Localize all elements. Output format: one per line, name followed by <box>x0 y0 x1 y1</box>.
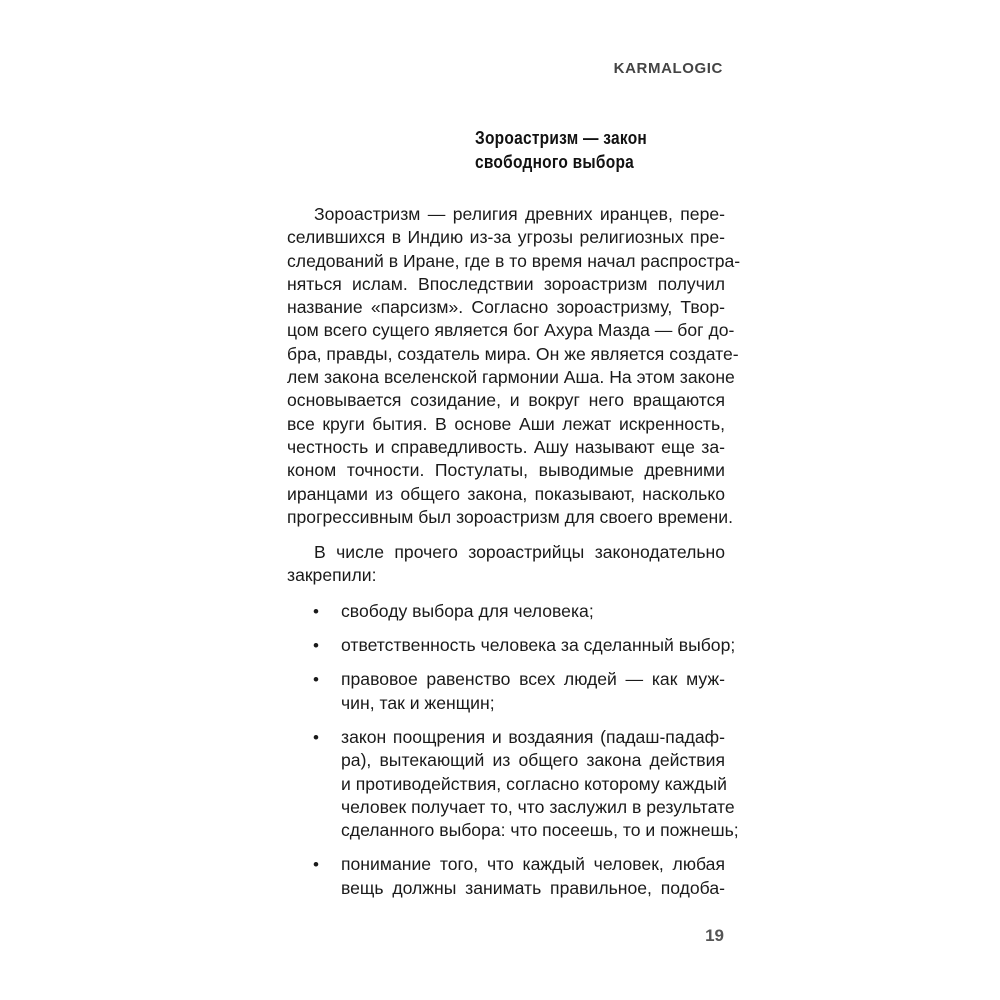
bullet-list <box>287 600 739 900</box>
text-line: няться ислам. Впоследствии зороастризм получил <box>287 273 725 294</box>
text-line: прогрессивным был зороастризм для своего времени. <box>287 506 733 527</box>
bullet-icon: • <box>313 636 319 656</box>
text-line: ответственность человека за сделанный выбор; <box>341 635 736 656</box>
chapter-title-line: свободного выбора <box>475 152 635 172</box>
list-item <box>287 634 736 657</box>
text-line: сделанного выбора: что посеешь, то и пожнешь; <box>341 820 739 841</box>
text-line: человек получает то, что заслужил в результате <box>341 796 735 817</box>
text-line: В числе прочего зороастрийцы законодательно <box>314 542 725 563</box>
page-number: 19 <box>705 926 724 945</box>
text-line: чин, так и женщин; <box>341 692 495 713</box>
text-line: закрепили: <box>287 565 377 586</box>
text-line: закон поощрения и воздаяния (падаш-падаф- <box>341 726 725 747</box>
text-line: основывается созидание, и вокруг него вращаются <box>287 390 725 411</box>
bullet-icon: • <box>313 855 319 875</box>
text-line: правовое равенство всех людей — как муж- <box>341 669 725 690</box>
bullet-icon: • <box>313 670 319 690</box>
text-line: свободу выбора для человека; <box>341 600 594 621</box>
list-item <box>287 668 725 715</box>
text-line: бра, правды, создатель мира. Он же является создате- <box>287 343 739 364</box>
text-line: ра), вытекающий из общего закона действия <box>341 750 725 771</box>
text-line: иранцами из общего закона, показывают, насколько <box>287 483 725 504</box>
running-head: KARMALOGIC <box>613 60 723 77</box>
text-line: название «парсизм». Согласно зороастризму, Твор- <box>287 297 725 318</box>
list-item <box>287 600 725 623</box>
list-item <box>287 726 739 842</box>
chapter-title-line: Зороастризм — закон <box>475 128 648 148</box>
text-line: цом всего сущего является бог Ахура Мазда — бог до- <box>287 320 735 341</box>
text-line: вещь должны занимать правильное, подоба- <box>341 877 725 898</box>
paragraph <box>287 541 725 588</box>
text-line: коном точности. Постулаты, выводимые древними <box>287 460 725 481</box>
text-line: понимание того, что каждый человек, любая <box>341 854 725 875</box>
chapter-title <box>475 126 725 174</box>
bullet-icon: • <box>313 601 319 621</box>
text-line: и противодействия, согласно которому каждый <box>341 773 727 794</box>
paragraph <box>287 203 741 529</box>
text-line: все круги бытия. В основе Аши лежат искренность, <box>287 413 725 434</box>
body-text <box>287 203 741 911</box>
text-line: честность и справедливость. Ашу называют еще за- <box>287 436 725 457</box>
text-line: следований в Иране, где в то время начал распростра- <box>287 250 741 271</box>
text-line: Зороастризм — религия древних иранцев, пере- <box>314 204 725 224</box>
text-line: селившихся в Индию из-за угрозы религиозных пре- <box>287 227 725 248</box>
bullet-icon: • <box>313 727 319 747</box>
list-item <box>287 853 725 900</box>
text-line: лем закона вселенской гармонии Аша. На этом законе <box>287 367 735 388</box>
